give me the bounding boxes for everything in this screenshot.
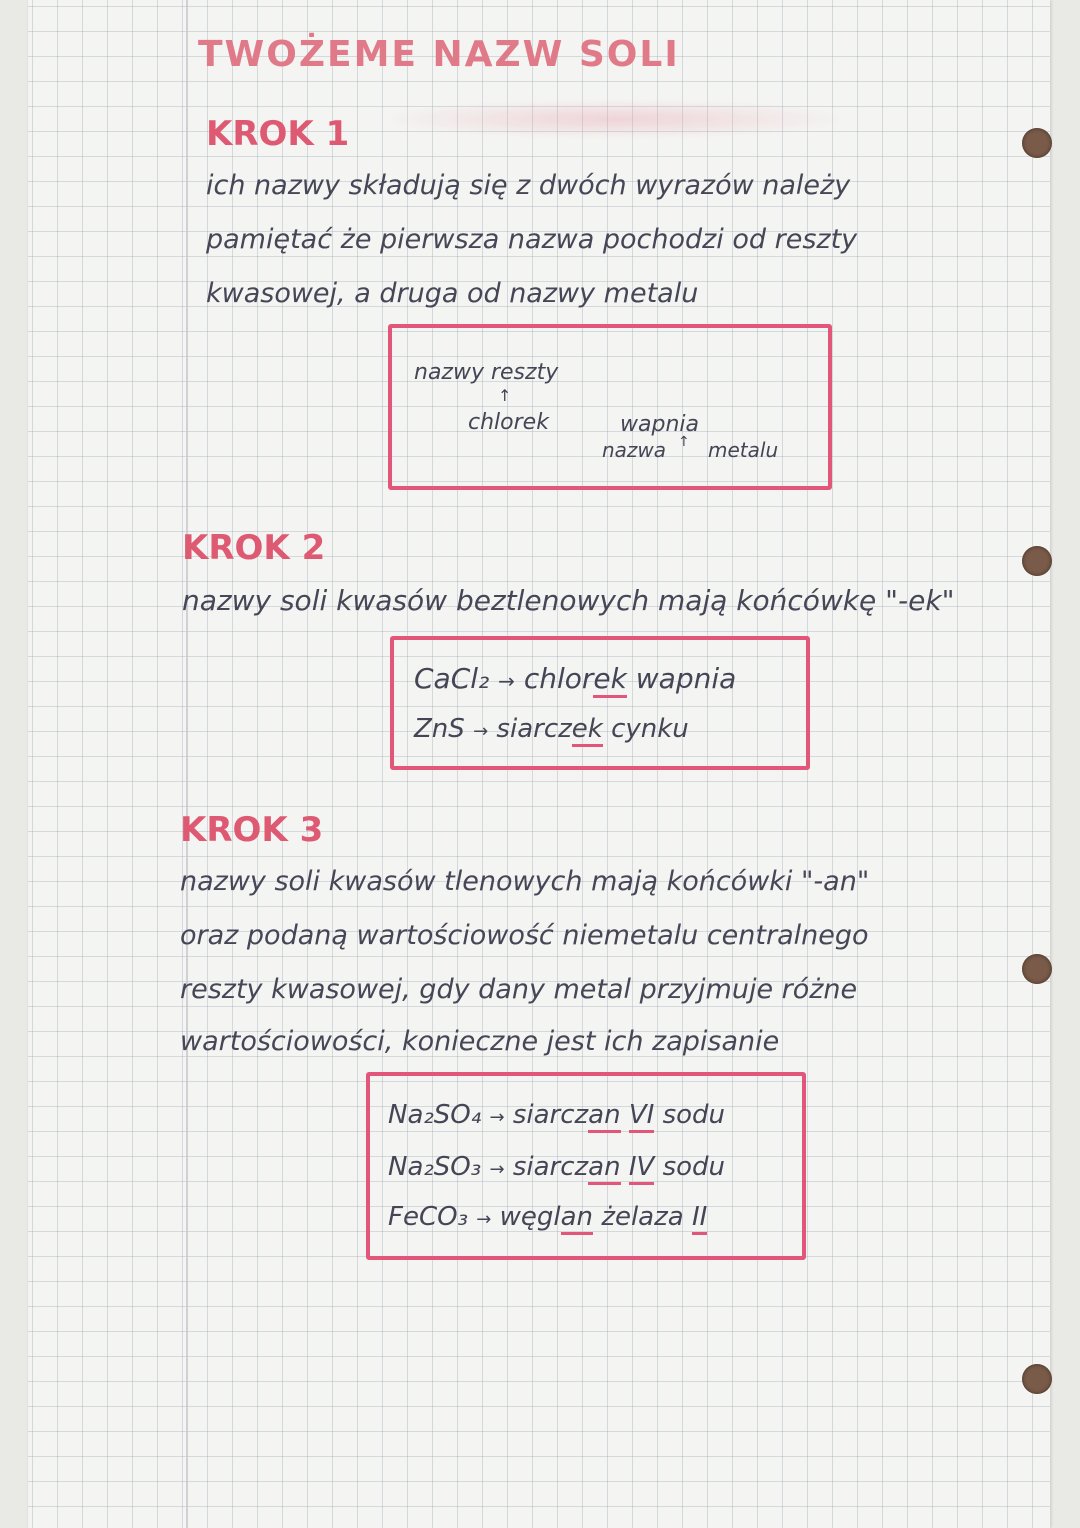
step3-line: oraz podaną wartościowość niemetalu centralnego	[180, 920, 869, 951]
salt-name-ending: an	[561, 1202, 593, 1235]
step2-example-box	[390, 636, 810, 770]
valence: II	[692, 1202, 707, 1235]
formula: Na₂SO₄	[388, 1100, 482, 1130]
arrow-up-icon: ↑	[678, 434, 690, 450]
formula: FeCO₃	[388, 1202, 468, 1232]
formula: CaCl₂	[414, 662, 490, 695]
formula: ZnS	[414, 714, 465, 744]
metal-name: cynku	[611, 714, 689, 744]
step3-line: nazwy soli kwasów tlenowych mają końcówki "-an"	[180, 866, 870, 897]
salt-name-stem: siarcz	[496, 714, 572, 744]
step1-line: kwasowej, a druga od nazwy metalu	[206, 278, 699, 309]
erased-smudge	[380, 100, 850, 138]
residue-name-label: nazwy reszty	[414, 360, 559, 385]
example-word-chlorek: chlorek	[468, 410, 549, 435]
salt-name-ending: an	[588, 1100, 620, 1133]
salt-name-ending: ek	[593, 662, 626, 698]
arrow-right-icon: →	[473, 721, 489, 742]
example-row	[414, 662, 736, 695]
salt-name-ending: an	[588, 1152, 620, 1185]
salt-name-stem: siarcz	[512, 1152, 589, 1182]
formula: Na₂SO₃	[388, 1152, 482, 1182]
example-word-wapnia: wapnia	[620, 412, 699, 437]
salt-name-stem: siarcz	[512, 1100, 589, 1130]
step1-line: pamiętać że pierwsza nazwa pochodzi od reszty	[206, 224, 858, 255]
valence: VI	[629, 1100, 654, 1133]
salt-name-ending: ek	[572, 714, 603, 747]
step3-example-box	[366, 1072, 806, 1260]
arrow-right-icon: →	[489, 1159, 505, 1180]
binder-hole	[1022, 954, 1052, 984]
binder-hole	[1022, 546, 1052, 576]
arrow-up-icon: ↑	[498, 386, 512, 405]
metal-name: sodu	[662, 1100, 726, 1130]
example-row	[414, 714, 689, 744]
example-row	[388, 1100, 725, 1130]
step3-heading: KROK 3	[180, 810, 324, 850]
binder-hole	[1022, 1364, 1052, 1394]
arrow-right-icon: →	[498, 669, 515, 693]
metal-name-label-right: metalu	[708, 438, 779, 462]
binder-hole	[1022, 128, 1052, 158]
example-row	[388, 1202, 707, 1232]
step2-heading: KROK 2	[182, 528, 326, 568]
margin-line	[186, 0, 188, 1528]
step3-line: reszty kwasowej, gdy dany metal przyjmuje różne	[180, 974, 858, 1005]
salt-name-stem: chlor	[523, 662, 594, 695]
arrow-right-icon: →	[489, 1107, 505, 1128]
step1-heading: KROK 1	[206, 114, 350, 154]
metal-name-label-left: nazwa	[602, 438, 667, 462]
step2-line: nazwy soli kwasów beztlenowych mają końcówkę "-ek"	[182, 584, 955, 617]
step1-example-box	[388, 324, 832, 490]
arrow-right-icon: →	[476, 1209, 492, 1230]
page-title: TWOŻEME NAZW SOLI	[198, 34, 680, 75]
metal-name: wapnia	[635, 662, 737, 695]
example-row	[388, 1152, 725, 1182]
salt-name-stem: węgl	[499, 1202, 561, 1232]
valence: IV	[629, 1152, 654, 1185]
step3-line: wartościowości, konieczne jest ich zapisanie	[180, 1026, 780, 1057]
step1-line: ich nazwy składują się z dwóch wyrazów należy	[206, 170, 851, 201]
metal-name: sodu	[662, 1152, 726, 1182]
metal-name: żelaza	[601, 1202, 684, 1232]
